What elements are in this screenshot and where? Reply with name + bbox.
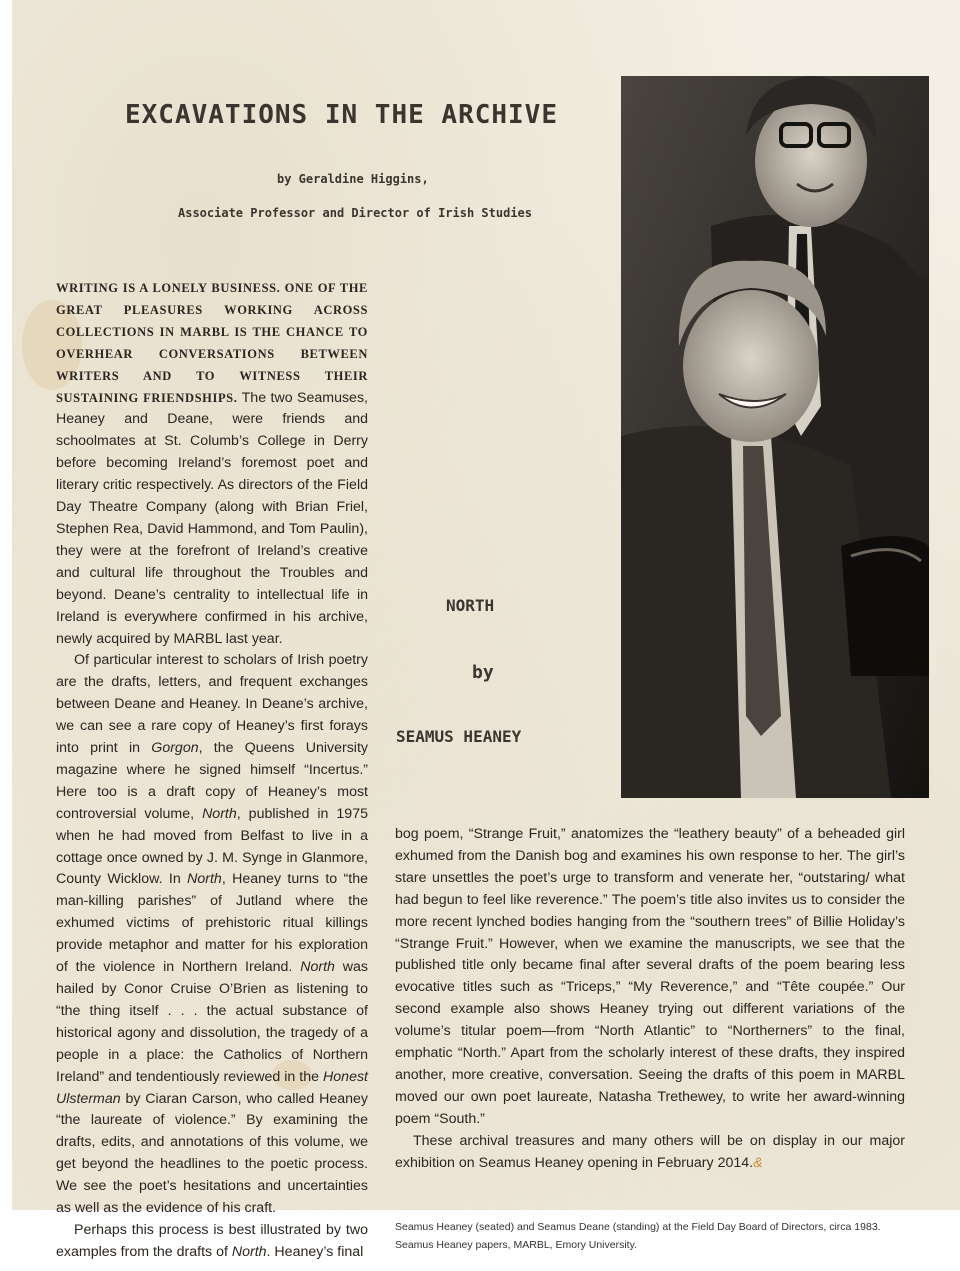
- text-run: . Heaney’s final: [266, 1243, 364, 1260]
- caption-line-1: Seamus Heaney (seated) and Seamus Deane (standing) at the Field Day Board of Directors, circa 1983.: [395, 1221, 881, 1233]
- manuscript-author: SEAMUS HEANEY: [396, 727, 522, 746]
- paragraph-1: [56, 278, 368, 650]
- caption-line-2: Seamus Heaney papers, MARBL, Emory University.: [395, 1239, 637, 1251]
- italic-title: Honest Ulsterman: [56, 1068, 368, 1107]
- article-title: EXCAVATIONS IN THE ARCHIVE: [125, 100, 558, 130]
- photo-illustration: [621, 76, 929, 798]
- paragraph-1-text: The two Seamuses, Heaney and Deane, were friends and schoolmates at St. Columb’s College in Derry before becoming Ireland’s foremost poet and literary critic respectively. As directors of the Field Day Theatre Company (along with Brian Friel, Stephen Rea, David Hammond, and Tom Paulin), they were at the forefront of Ireland’s creative and cultural life throughout the Troubles and beyond. Deane’s centrality to intellectual life in Ireland is everywhere confirmed in his archive, newly acquired by MARBL last year.: [56, 389, 368, 647]
- text-run: Perhaps this process is best illustrated by two examples from the drafts of: [56, 1221, 368, 1260]
- manuscript-by: by: [472, 662, 494, 683]
- end-mark: &: [753, 1154, 763, 1171]
- photo-caption: [395, 1218, 915, 1254]
- text-run: , published in 1975 when he had moved from Belfast to live in a cottage once owned by J. M. Synge in Glanmore, County Wicklow. In: [56, 805, 368, 888]
- text-run: by Ciaran Carson, who called Heaney “the laureate of violence.” By examining the drafts, edits, and annotations of this volume, we get beyond the headlines to the poetic process. We see the poet’s hesitations and uncertainties as well as the evidence of his craft.: [56, 1090, 368, 1217]
- paragraph-3: [56, 1220, 368, 1264]
- lead-in-small-caps: WRITING IS A LONELY BUSINESS. ONE OF THE GREAT PLEASURES WORKING ACROSS COLLECTIONS IN MARBL IS THE CHANCE TO OVERHEAR CONVERSATIONS BETWEEN WRITERS AND TO WITNESS THEIR SUSTAINING FRIENDSHIPS.: [56, 281, 368, 405]
- italic-title: North: [202, 805, 237, 822]
- manuscript-title: NORTH: [446, 596, 495, 615]
- author-byline: by Geraldine Higgins,: [277, 172, 429, 186]
- italic-title: North: [231, 1243, 267, 1260]
- italic-title: Gorgon: [151, 740, 199, 757]
- text-run: Of particular interest to scholars of Irish poetry are the drafts, letters, and frequent exchanges between Deane and Heaney. In Deane’s archive, we can see a rare copy of Heaney’s first forays into print in: [56, 652, 368, 757]
- photo-heaney-and-deane: [621, 76, 929, 798]
- italic-title: North: [187, 871, 222, 888]
- article-right-column: [395, 824, 905, 1175]
- author-affiliation: Associate Professor and Director of Irish Studies: [178, 206, 533, 220]
- italic-title: North: [300, 959, 335, 976]
- paragraph-4: [395, 1131, 905, 1175]
- text-run: , the Queens University magazine where he signed himself “Incertus.” Here too is a draft copy of Heaney’s most controversial volume,: [56, 740, 368, 822]
- text-run: , Heaney turns to “the man-killing parishes” of Jutland where the exhumed victims of prehistoric ritual killings provide metaphor and matter for his exploration of the violence in Northern Ireland.: [56, 871, 368, 976]
- paragraph-3-continued: bog poem, “Strange Fruit,” anatomizes the “leathery beauty” of a beheaded girl exhumed from the Danish bog and examines his own response to her. The girl’s stare unsettles the poet’s urge to transform and venerate her, “outstaring/ what had begun to feel like reverence.” The poem’s title also invites us to consider the more recent lynched bodies hanging from the “southern trees” of Billie Holiday’s “Strange Fruit.” However, when we examine the manuscripts, we see that the published title only became final after several drafts of the poem bearing less evocative titles such as “Triceps,” “My Reverence,” and “Tête coupée.” Our second example also shows Heaney trying out different variations of the volume’s titular poem—from “North Atlantic” to “Northerners” to the final, emphatic “North.” Apart from the scholarly interest of these drafts, they inspired another, more creative, conversation. Seeing the drafts of this poem in MARBL moved our own poet laureate, Natasha Trethewey, to write her award-winning poem “South.”: [395, 826, 905, 1127]
- text-run: These archival treasures and many others will be on display in our major exhibition on Seamus Heaney opening in February 2014.: [395, 1132, 905, 1171]
- text-run: was hailed by Conor Cruise O’Brien as listening to “the thing itself . . . the actual substance of historical agony and dissolution, the tragedy of a people in a place: the Catholics of Northern Ireland” and tendentiously reviewed in the: [56, 959, 368, 1085]
- article-left-column: [56, 278, 368, 1264]
- paragraph-2: [56, 650, 368, 1220]
